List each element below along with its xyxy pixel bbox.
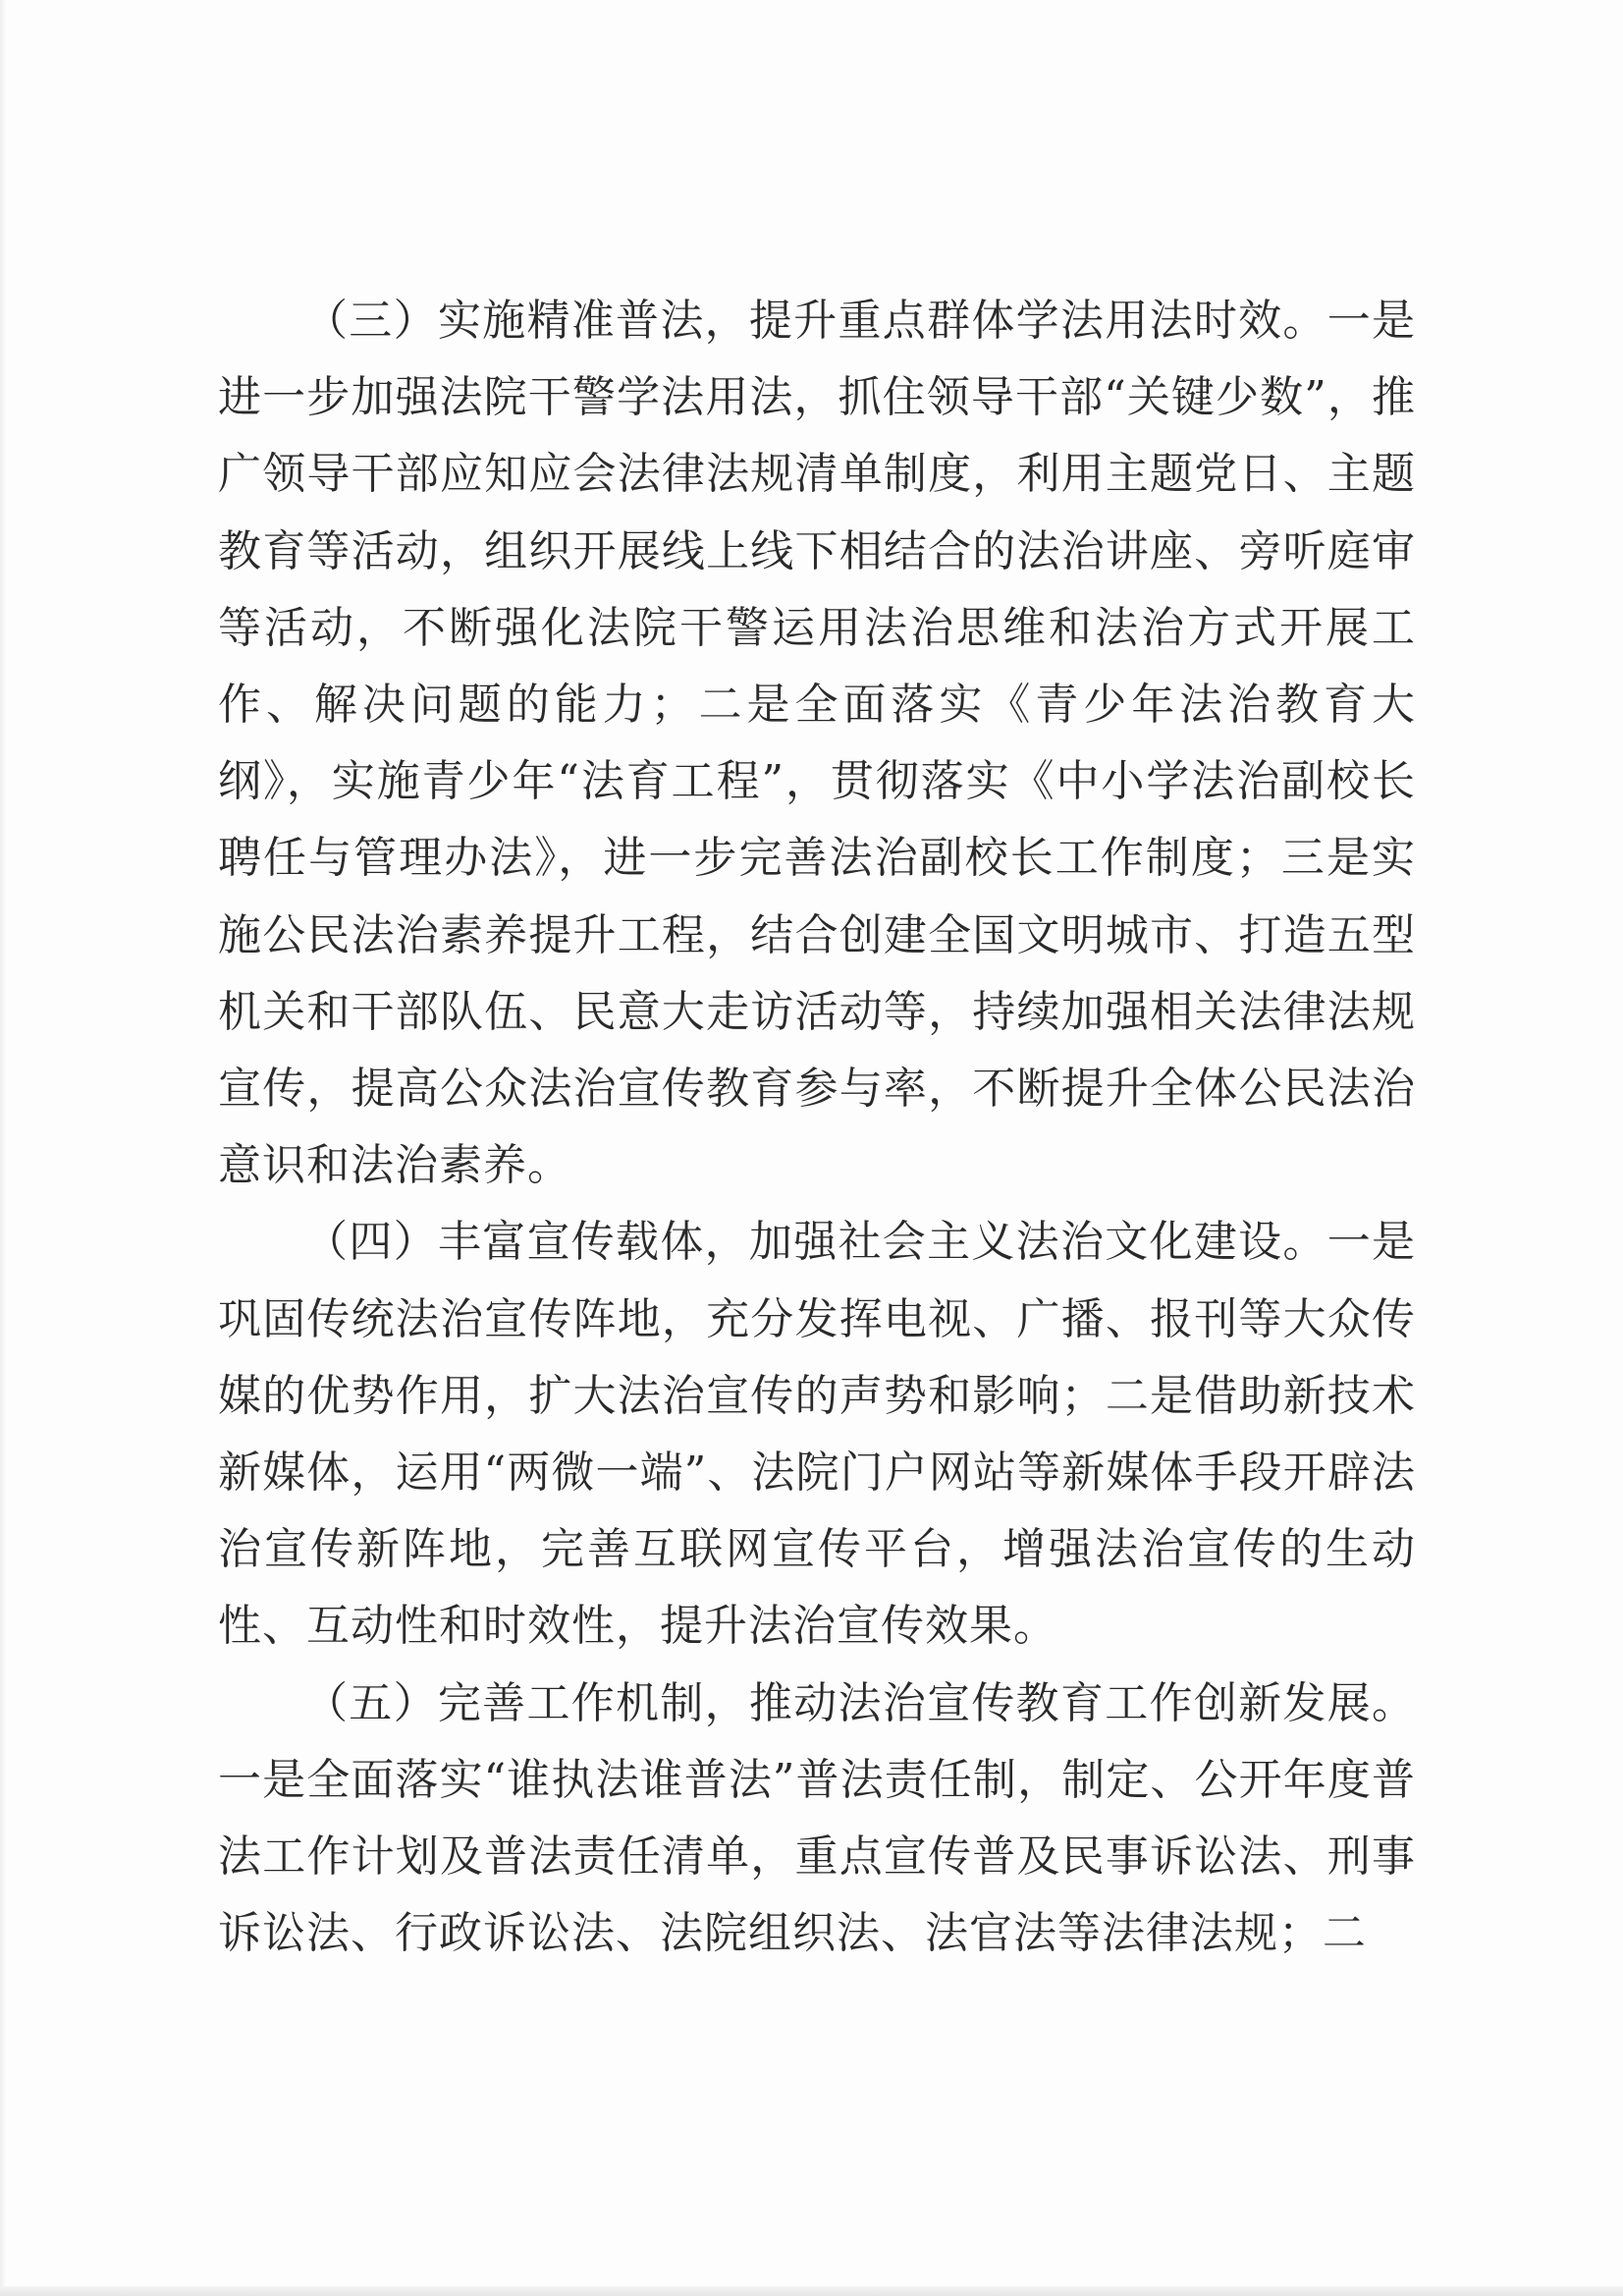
paragraph-3: （三）实施精准普法，提升重点群体学法用法时效。一是进一步加强法院干警学法用法，抓住领导干部“关键少数”，推广领导干部应知应会法律法规清单制度，利用主题党日、主题教育等活动，组织开展线上线下相结合的法治讲座、旁听庭审等活动，不断强化法院干警运用法治思维和法治方式开展工作、解决问题的能力；二是全面落实《青少年法治教育大纲》，实施青少年“法育工程”，贯彻落实《中小学法治副校长聘任与管理办法》，进一步完善法治副校长工作制度；三是实施公民法治素养提升工程，结合创建全国文明城市、打造五型机关和干部队伍、民意大走访活动等，持续加强相关法律法规宣传，提高公众法治宣传教育参与率，不断提升全体公民法治意识和法治素养。	[218, 296, 1416, 1191]
paragraph-5: （五）完善工作机制，推动法治宣传教育工作创新发展。一是全面落实“谁执法谁普法”普法责任制，制定、公开年度普法工作计划及普法责任清单，重点宣传普及民事诉讼法、刑事诉讼法、行政诉讼法、法院组织法、法官法等法律法规；二	[218, 1677, 1416, 1959]
scan-edge-left	[0, 0, 6, 2296]
document-body	[218, 283, 1416, 1972]
paragraph-4: （四）丰富宣传载体，加强社会主义法治文化建设。一是巩固传统法治宣传阵地，充分发挥电视、广播、报刊等大众传媒的优势作用，扩大法治宣传的声势和影响；二是借助新技术新媒体，运用“两微一端”、法院门户网站等新媒体手段开辟法治宣传新阵地，完善互联网宣传平台，增强法治宣传的生动性、互动性和时效性，提升法治宣传效果。	[218, 1217, 1416, 1652]
scan-edge-bottom	[0, 2286, 1623, 2296]
